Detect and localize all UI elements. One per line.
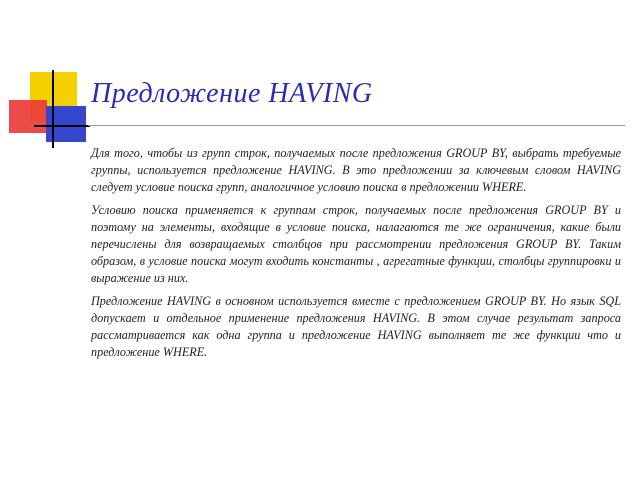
- body-paragraph-2: Условию поиска применяется к группам строк, получаемых после предложения GROUP BY и поэтому на элементы, входящие в условие поиска, налагаются те же ограничения, какие были перечислены для возвращаемых столбцов при рассмотрении предложения GROUP BY. Таким образом, в условие поиска могут входить константы , агрегатные функции, столбцы группировки и выражение из них.: [91, 202, 621, 286]
- decor-red-square: [9, 100, 47, 133]
- slide-title: Предложение HAVING: [91, 78, 373, 109]
- decor-vertical-line: [52, 70, 54, 148]
- title-underline-rule: [88, 125, 625, 126]
- slide-body: [91, 145, 621, 366]
- body-paragraph-1: Для того, чтобы из групп строк, получаемых после предложения GROUP BY, выбрать требуемые группы, используется предложение HAVING. В это предложении за ключевым словом HAVING следует условие поиска групп, аналогичное условию поиска в предложении WHERE.: [91, 146, 621, 195]
- decor-horizontal-line: [34, 125, 90, 127]
- body-paragraph-3: Предложение HAVING в основном используется вместе с предложением GROUP BY. Но язык SQL допускает и отдельное применение предложения HAVING. В этом случае результат запроса рассматривается как одна группа и предложение HAVING выполняет те же функции что и предложение WHERE.: [91, 293, 621, 360]
